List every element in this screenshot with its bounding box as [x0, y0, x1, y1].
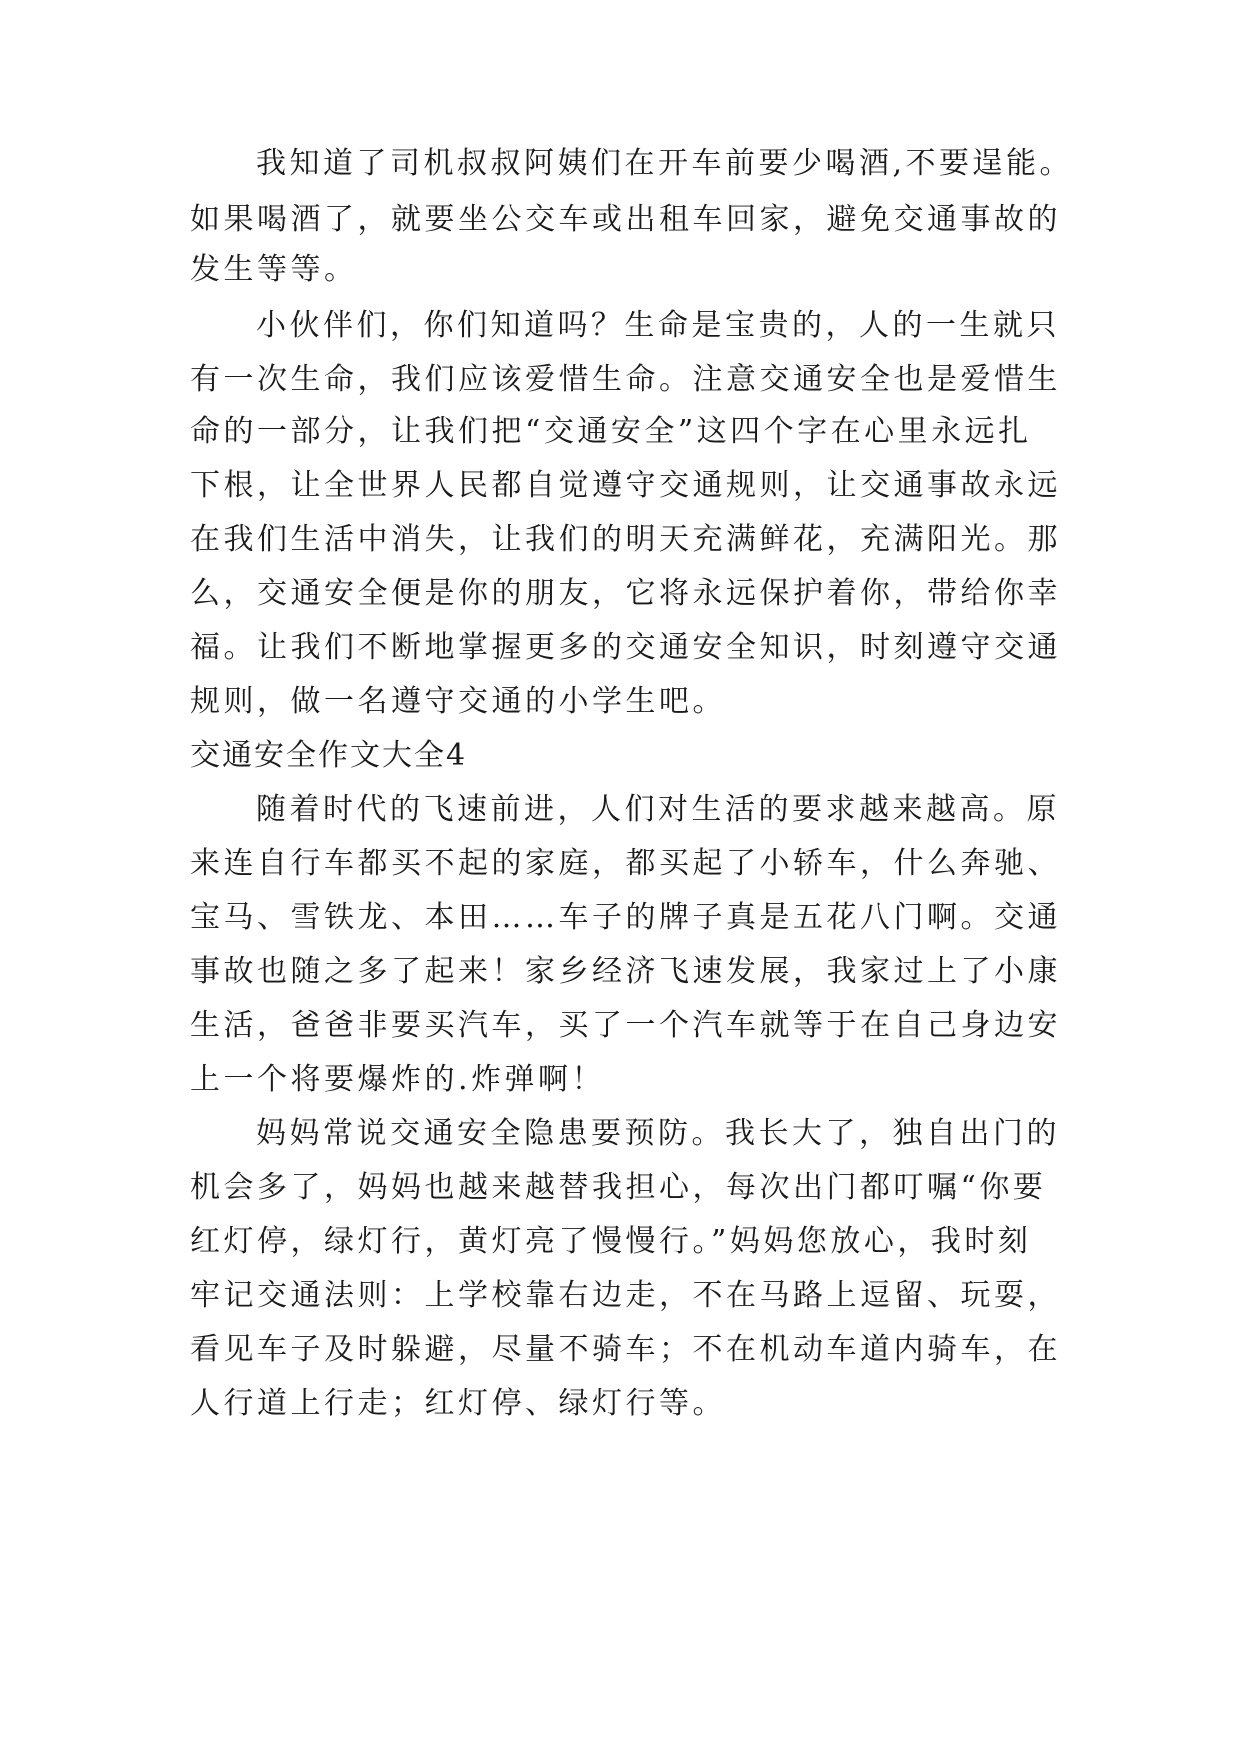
section-paragraph-1-line-1: 随着时代的飞速前进，人们对生活的要求越来越高。原 — [256, 792, 1060, 827]
section-title: 交通安全作文大全4 — [190, 738, 468, 773]
section-paragraph-2-line-3: 红灯停，绿灯行，黄灯亮了慢慢行。”妈妈您放心，我时刻 — [190, 1224, 1032, 1259]
paragraph-1-line-3: 发生等等。 — [190, 252, 358, 287]
section-paragraph-2-line-1: 妈妈常说交通安全隐患要预防。我长大了，独自出门的 — [256, 1116, 1060, 1151]
paragraph-2-line-3: 命的一部分，让我们把“交通安全”这四个字在心里永远扎 — [190, 414, 1032, 449]
section-paragraph-2-line-2: 机会多了，妈妈也越来越替我担心，每次出门都叮嘱“你要 — [190, 1170, 1047, 1205]
paragraph-2-line-4: 下根，让全世界人民都自觉遵守交通规则，让交通事故永远 — [190, 468, 1061, 503]
paragraph-2-line-6: 么，交通安全便是你的朋友，它将永远保护着你，带给你幸 — [190, 576, 1061, 611]
paragraph-2-line-2: 有一次生命，我们应该爱惜生命。注意交通安全也是爱惜生 — [190, 362, 1061, 397]
section-paragraph-1-line-5: 生活，爸爸非要买汽车，买了一个汽车就等于在自己身边安 — [190, 1008, 1061, 1043]
paragraph-1-line-1: 我知道了司机叔叔阿姨们在开车前要少喝酒,不要逞能。 — [256, 146, 1074, 181]
paragraph-2-line-1: 小伙伴们，你们知道吗？生命是宝贵的，人的一生就只 — [256, 308, 1060, 343]
paragraph-1-line-2: 如果喝酒了，就要坐公交车或出租车回家，避免交通事故的 — [190, 202, 1061, 237]
section-paragraph-1-line-3: 宝马、雪铁龙、本田……车子的牌子真是五花八门啊。交通 — [190, 900, 1061, 935]
paragraph-2-line-5: 在我们生活中消失，让我们的明天充满鲜花，充满阳光。那 — [190, 522, 1061, 557]
paragraph-2-line-7: 福。让我们不断地掌握更多的交通安全知识，时刻遵守交通 — [190, 630, 1061, 665]
section-paragraph-2-line-5: 看见车子及时躲避，尽量不骑车；不在机动车道内骑车，在 — [190, 1332, 1061, 1367]
section-paragraph-2-line-6: 人行道上行走；红灯停、绿灯行等。 — [190, 1386, 726, 1421]
section-paragraph-1-line-2: 来连自行车都买不起的家庭，都买起了小轿车，什么奔驰、 — [190, 846, 1061, 881]
paragraph-2-line-8: 规则，做一名遵守交通的小学生吧。 — [190, 684, 726, 719]
section-paragraph-1-line-4: 事故也随之多了起来！家乡经济飞速发展，我家过上了小康 — [190, 954, 1061, 989]
section-paragraph-1-line-6: 上一个将要爆炸的.炸弹啊！ — [190, 1062, 606, 1097]
section-paragraph-2-line-4: 牢记交通法则：上学校靠右边走，不在马路上逗留、玩耍， — [190, 1278, 1061, 1313]
